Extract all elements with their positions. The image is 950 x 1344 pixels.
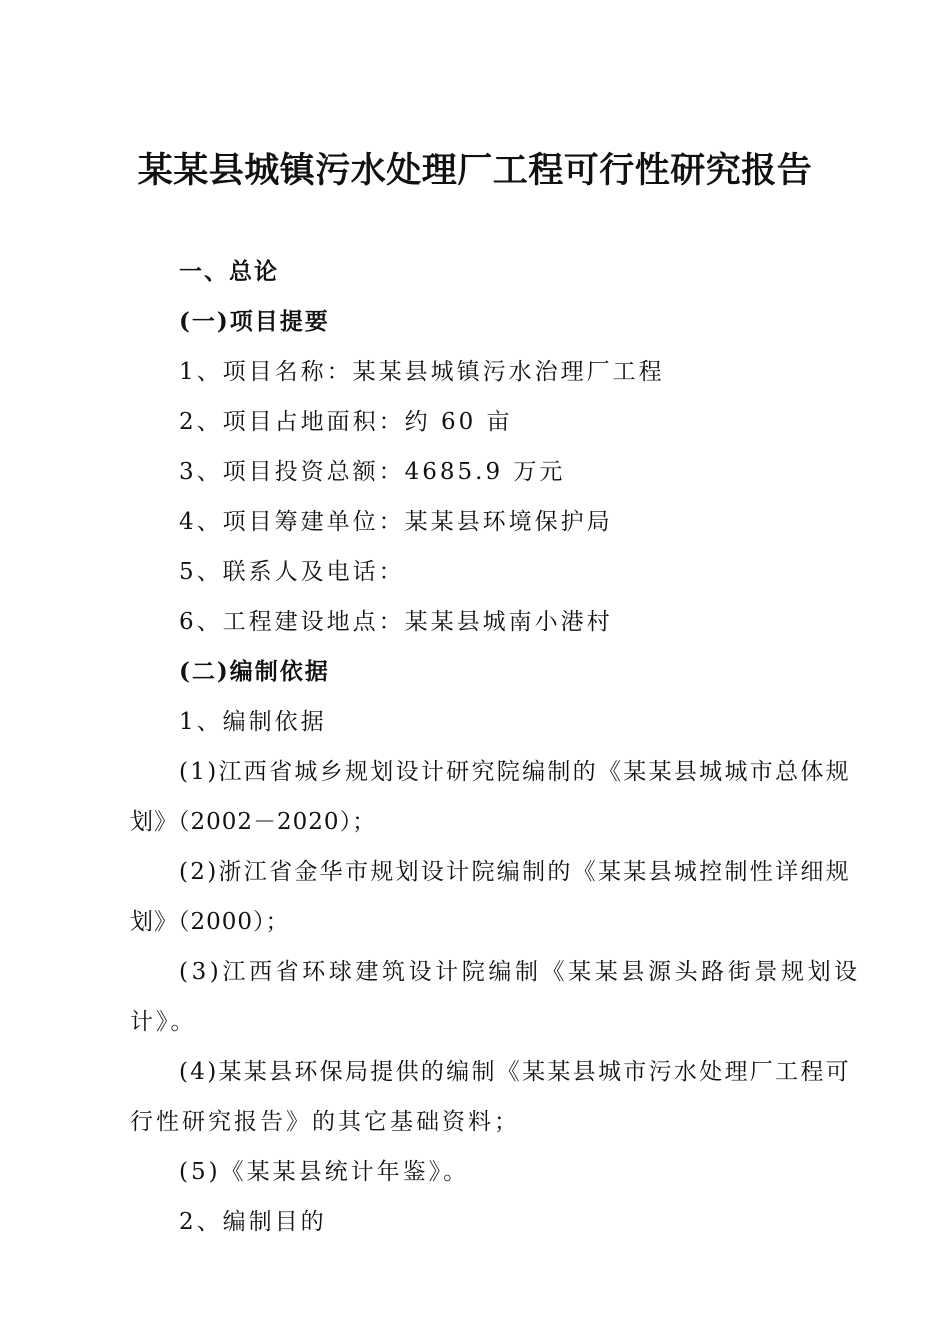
document-title: 某某县城镇污水处理厂工程可行性研究报告 [137,150,813,191]
section-heading-general: 一、总论 [179,258,279,285]
basis-item-3-line1: (3)江西省环球建筑设计院编制《某某县源头路街景规划设 [179,959,861,985]
basis-item-2-line1: (2)浙江省金华市规划设计院编制的《某某县城控制性详细规 [179,859,851,885]
item-project-area: 2、项目占地面积：约 60 亩 [179,409,513,435]
basis-item-4-line2: 行性研究报告》的其它基础资料； [130,1109,520,1135]
basis-item-5: (5)《某某县统计年鉴》。 [179,1159,470,1185]
basis-item-2-line2: 划》（2000）； [130,909,290,935]
item-project-location: 6、工程建设地点：某某县城南小港村 [179,609,613,635]
item-contact: 5、联系人及电话： [179,559,405,585]
basis-item-3-line2: 计》。 [130,1009,197,1035]
item-project-builder: 4、项目筹建单位：某某县环境保护局 [179,509,613,535]
purpose-heading: 2、编制目的 [179,1209,327,1235]
basis-item-4-line1: (4)某某县环保局提供的编制《某某县城市污水处理厂工程可 [179,1059,851,1085]
subsection-heading-project-summary: (一)项目提要 [179,308,330,335]
item-project-name: 1、项目名称：某某县城镇污水治理厂工程 [179,359,665,385]
subsection-heading-basis: (二)编制依据 [179,658,330,685]
basis-heading: 1、编制依据 [179,709,327,735]
basis-item-1-line2: 划》（2002－2020）； [130,809,377,835]
basis-item-1-line1: (1)江西省城乡规划设计研究院编制的《某某县城城市总体规 [179,759,851,785]
item-project-investment: 3、项目投资总额：4685.9 万元 [179,459,566,485]
